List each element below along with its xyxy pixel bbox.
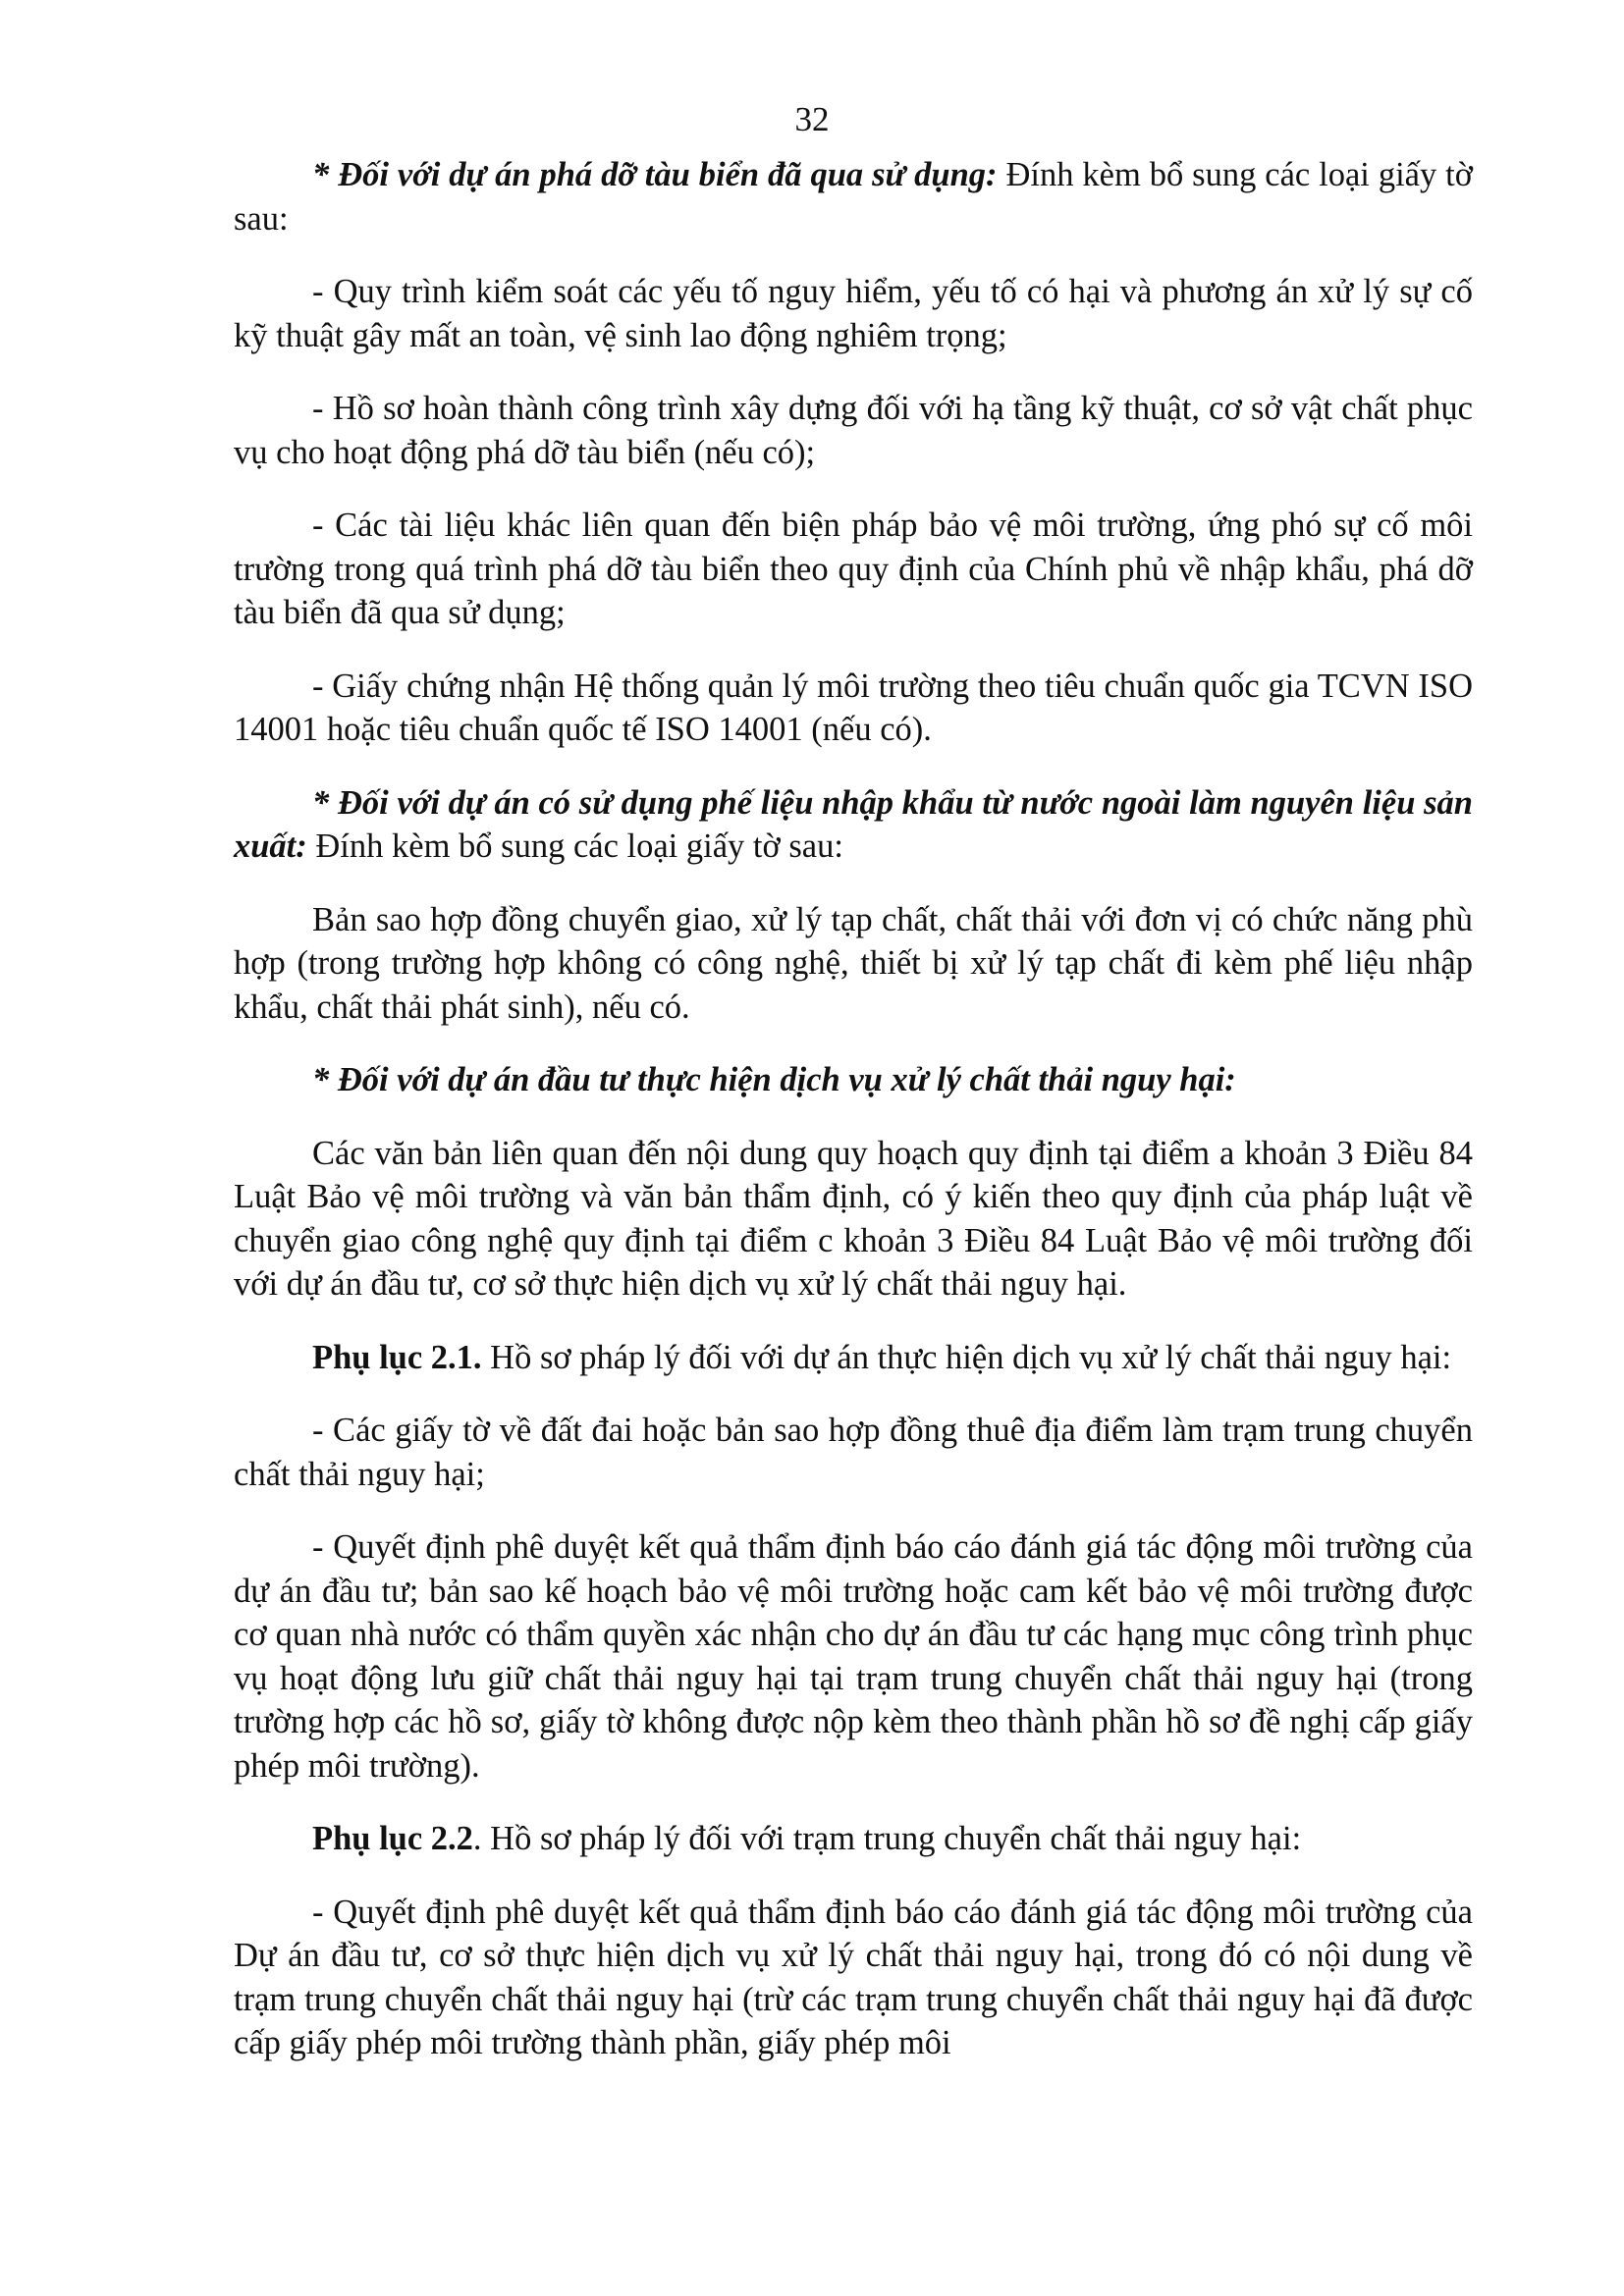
paragraph-land-documents <box>234 1409 1473 1496</box>
section-lead: * Đối với dự án đầu tư thực hiện dịch vụ xử lý chất thải nguy hại: <box>312 1061 1236 1098</box>
paragraph-text: - Giấy chứng nhận Hệ thống quản lý môi trường theo tiêu chuẩn quốc gia TCVN ISO 14001 hoặc tiêu chuẩn quốc tế ISO 14001 (nếu có). <box>234 667 1473 748</box>
paragraph-text: Các văn bản liên quan đến nội dung quy hoạch quy định tại điểm a khoản 3 Điều 84 Luật Bảo vệ môi trường và văn bản thẩm định, có ý kiến theo quy định của pháp luật về chuyển giao công nghệ quy định tại điểm c khoản 3 Điều 84 Luật Bảo vệ môi trường đối với dự án đầu tư, cơ sở thực hiện dịch vụ xử lý chất thải nguy hại. <box>234 1134 1473 1303</box>
paragraph-transfer-contract <box>234 898 1473 1030</box>
paragraph-text: Hồ sơ pháp lý đối với dự án thực hiện dịch vụ xử lý chất thải nguy hại: <box>481 1338 1452 1376</box>
section-lead: * Đối với dự án có sử dụng phế liệu nhập khẩu từ nước ngoài làm nguyên liệu sản xuất: <box>234 783 1473 865</box>
paragraph-text: Đính kèm bổ sung các loại giấy tờ sau: <box>306 828 843 865</box>
paragraph-iso-certificate <box>234 665 1473 752</box>
paragraph-text: - Các tài liệu khác liên quan đến biện pháp bảo vệ môi trường, ứng phó sự cố môi trường trong quá trình phá dỡ tàu biển theo quy định của Chính phủ về nhập khẩu, phá dỡ tàu biển đã qua sử dụng; <box>234 507 1473 631</box>
document-body <box>234 153 1473 2095</box>
paragraph-other-documents <box>234 504 1473 635</box>
paragraph-planning-documents <box>234 1132 1473 1307</box>
section-lead: * Đối với dự án phá dỡ tàu biển đã qua sử dụng: <box>312 156 998 193</box>
paragraph-appendix-2-2 <box>234 1817 1473 1861</box>
paragraph-text: - Quy trình kiểm soát các yếu tố nguy hiểm, yếu tố có hại và phương án xử lý sự cố kỹ thuật gây mất an toàn, vệ sinh lao động nghiêm trọng; <box>234 273 1473 354</box>
paragraph-hazard-control <box>234 270 1473 357</box>
paragraph-eia-decision-station <box>234 1891 1473 2065</box>
appendix-label: Phụ lục 2.1. <box>312 1338 482 1376</box>
paragraph-text: Bản sao hợp đồng chuyển giao, xử lý tạp chất, chất thải với đơn vị có chức năng phù hợp (trong trường hợp không có công nghệ, thiết bị xử lý tạp chất đi kèm phế liệu nhập khẩu, chất thải phát sinh), nếu có. <box>234 900 1473 1026</box>
paragraph-text: Đính kèm bổ sung các loại giấy tờ sau: <box>234 156 1473 238</box>
paragraph-text: - Quyết định phê duyệt kết quả thẩm định báo cáo đánh giá tác động môi trường của Dự án đầu tư, cơ sở thực hiện dịch vụ xử lý chất thải nguy hại, trong đó có nội dung về trạm trung chuyển chất thải nguy hại (trừ các trạm trung chuyển chất thải nguy hại đã được cấp giấy phép môi trường thành phần, giấy phép môi <box>234 1893 1473 2061</box>
paragraph-hazardous-waste-heading <box>234 1058 1473 1102</box>
paragraph-text: - Các giấy tờ về đất đai hoặc bản sao hợp đồng thuê địa điểm làm trạm trung chuyển chất thải nguy hại; <box>234 1412 1473 1493</box>
paragraph-appendix-2-1 <box>234 1336 1473 1380</box>
paragraph-scrap-import-heading <box>234 781 1473 869</box>
paragraph-text: - Hồ sơ hoàn thành công trình xây dựng đối với hạ tầng kỹ thuật, cơ sở vật chất phục vụ cho hoạt động phá dỡ tàu biển (nếu có); <box>234 390 1473 471</box>
appendix-label: Phụ lục 2.2 <box>312 1820 473 1857</box>
paragraph-construction-records <box>234 387 1473 474</box>
paragraph-ship-dismantling-heading <box>234 153 1473 240</box>
paragraph-text: . Hồ sơ pháp lý đối với trạm trung chuyển chất thải nguy hại: <box>472 1820 1302 1857</box>
paragraph-text: - Quyết định phê duyệt kết quả thẩm định báo cáo đánh giá tác động môi trường của dự án đầu tư; bản sao kế hoạch bảo vệ môi trường hoặc cam kết bảo vệ môi trường được cơ quan nhà nước có thẩm quyền xác nhận cho dự án đầu tư các hạng mục công trình phục vụ hoạt động lưu giữ chất thải nguy hại tại trạm trung chuyển chất thải nguy hại (trong trường hợp các hồ sơ, giấy tờ không được nộp kèm theo thành phần hồ sơ đề nghị cấp giấy phép môi trường). <box>234 1528 1473 1785</box>
page-number: 32 <box>794 100 830 138</box>
paragraph-eia-decision <box>234 1525 1473 1788</box>
